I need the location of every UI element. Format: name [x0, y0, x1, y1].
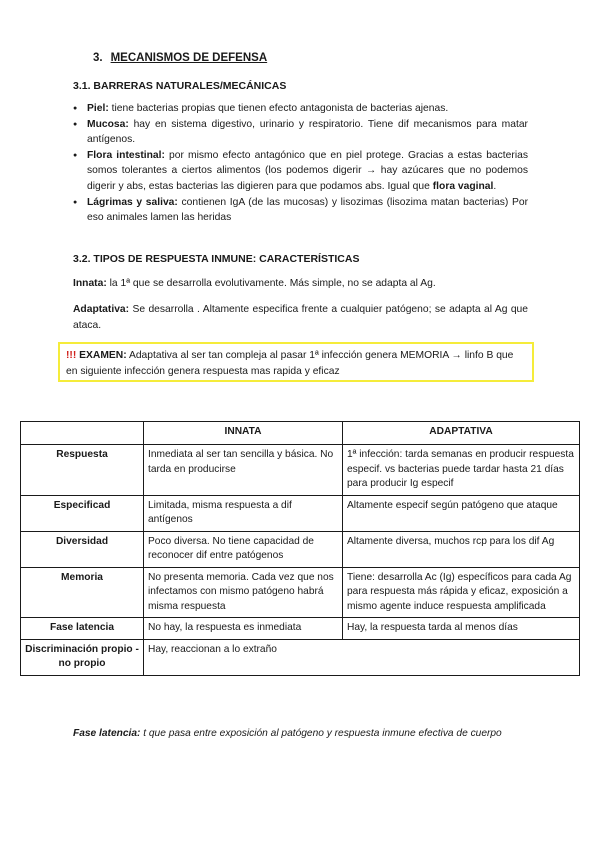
- list-item: ● Mucosa: hay en sistema digestivo, urinario y respiratorio. Tiene dif mecanismos para matar antígenos.: [73, 117, 528, 148]
- list-item: ● Piel: tiene bacterias propias que tienen efecto antagonista de bacterias ajenas.: [73, 101, 528, 117]
- table-row: Memoria No presenta memoria. Cada vez que nos infectamos con mismo patógeno habrá misma respuesta Tiene: desarrolla Ac (Ig) específicos para cada Ag para respuesta más rápida y eficaz, exposición a mismo agente induce respuesta amplificada: [21, 567, 580, 618]
- section-number: 3.: [93, 52, 103, 64]
- section-3-2-heading: 3.2. TIPOS DE RESPUESTA INMUNE: CARACTERÍSTICAS: [73, 253, 360, 265]
- exclamation-icon: !!!: [66, 350, 77, 361]
- table-row: Discriminación propio - no propio Hay, reaccionan a lo extraño: [21, 639, 580, 675]
- list-item: ● Flora intestinal: por mismo efecto antagónico que en piel protege. Gracias a estas bacterias somos tolerantes a ciertos alimentos (los podemos digerir → hay azúcares que no podemos digerir y abs, estas bacterias las digieren para que podamos abs. Igual que flora vaginal.: [73, 148, 528, 195]
- adaptativa-paragraph: Adaptativa: Se desarrolla . Altamente especifica frente a cualquier patógeno; se adapta al Ag que ataca.: [73, 304, 528, 331]
- footnote: Fase latencia: t que pasa entre exposición al patógeno y respuesta inmune efectiva de cuerpo: [73, 728, 502, 739]
- list-item: ● Lágrimas y saliva: contienen IgA (de las mucosas) y lisozimas (lisozima matan bacterias) Por eso animales lamen las heridas: [73, 195, 528, 226]
- table-row: Especificad Limitada, misma respuesta a dif antígenos Altamente especif según patógeno que ataque: [21, 495, 580, 531]
- section-3-1-heading: 3.1. BARRERAS NATURALES/MECÁNICAS: [73, 80, 287, 92]
- comparison-table: [20, 421, 580, 676]
- table-row: Respuesta Inmediata al ser tan sencilla y básica. No tarda en producirse 1ª infección: tarda semanas en producir respuesta especif. vs bacterias puede tardar hasta 21 días para producir Ig especif: [21, 445, 580, 496]
- exam-callout: !!! EXAMEN: Adaptativa al ser tan compleja al pasar 1ª infección genera MEMORIA → linfo B que en siguiente infección genera respuesta mas rapida y eficaz: [58, 342, 534, 382]
- table-row: Diversidad Poco diversa. No tiene capacidad de reconocer dif entre patógenos Altamente diversa, muchos rcp para los dif Ag: [21, 531, 580, 567]
- innata-paragraph: Innata: la 1ª que se desarrolla evolutivamente. Más simple, no se adapta al Ag.: [73, 278, 436, 289]
- table-row: Fase latencia No hay, la respuesta es inmediata Hay, la respuesta tarda al menos días: [21, 618, 580, 640]
- barrier-list: [73, 101, 528, 226]
- section-title: MECANISMOS DE DEFENSA: [110, 52, 268, 64]
- table-header-row: INNATA ADAPTATIVA: [21, 422, 580, 445]
- section-3-heading: [93, 52, 267, 64]
